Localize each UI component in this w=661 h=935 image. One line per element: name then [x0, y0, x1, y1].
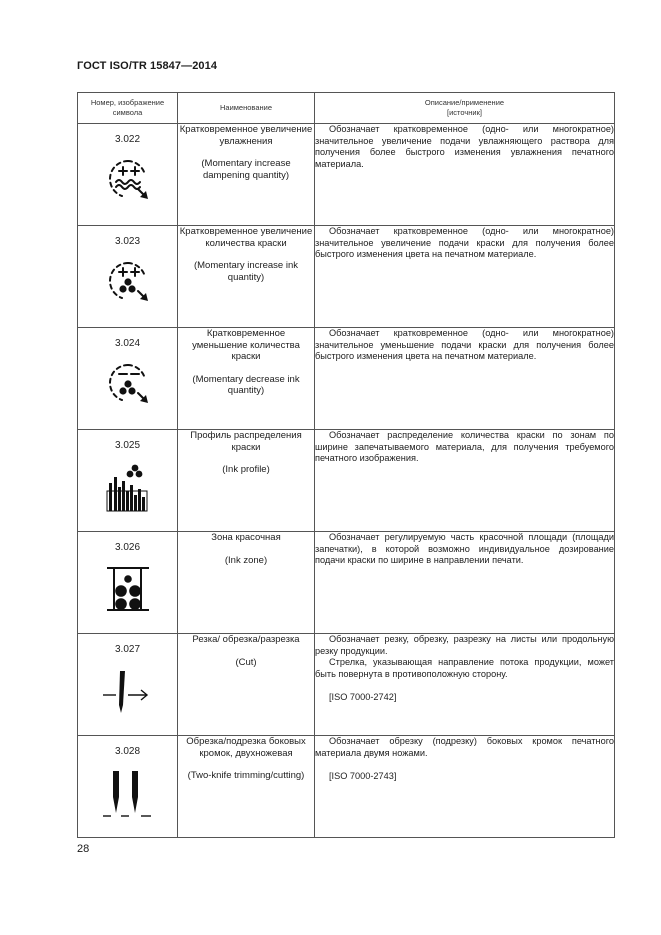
col-header-description-main: Описание/применение [424, 98, 505, 107]
col-header-name: Наименование [178, 93, 315, 124]
table-row [78, 328, 615, 430]
momentary-decrease-ink-icon [100, 359, 156, 409]
name-cell [178, 430, 315, 532]
symbol-number: 3.025 [114, 440, 141, 451]
description-text: Обозначает кратковременное (одно- или многократное) значительное увеличение подачи краски для получения более быстрого изменения цвета на печатном материале. [315, 226, 614, 259]
symbol-number: 3.027 [114, 644, 141, 655]
source-reference: [ISO 7000-2743] [329, 771, 397, 781]
name-ru: Резка/ обрезка/разрезка [192, 634, 300, 645]
name-cell [178, 328, 315, 430]
table-header-row [78, 93, 615, 124]
description-cell [315, 430, 615, 532]
name-en: (Ink profile) [222, 464, 270, 475]
page-number: 28 [77, 843, 90, 855]
ink-profile-icon [100, 461, 156, 513]
name-cell [178, 634, 315, 736]
symbols-table [77, 92, 615, 838]
col-header-description [315, 93, 615, 124]
description-cell [315, 226, 615, 328]
name-en: (Momentary decrease ink quantity) [192, 373, 300, 396]
col-header-description-source: [источник] [447, 108, 482, 117]
description-text: Обозначает кратковременное (одно- или многократное) значительное уменьшение подачи краски для получения более быстрого изменения цвета на печатном материале. [315, 328, 614, 361]
name-cell [178, 124, 315, 226]
table-row [78, 124, 615, 226]
cut-icon [98, 665, 158, 717]
ink-zone-icon [100, 563, 156, 615]
symbol-number: 3.023 [114, 236, 141, 247]
description-cell [315, 736, 615, 838]
name-en: (Two-knife trimming/cutting) [187, 770, 305, 781]
description-text: Обозначает обрезку (подрезку) боковых кромок печатного материала двумя ножами. [315, 736, 614, 758]
description-cell [315, 124, 615, 226]
symbol-cell [78, 124, 178, 226]
name-cell [178, 736, 315, 838]
name-en: (Ink zone) [224, 554, 268, 566]
table-row [78, 532, 615, 634]
name-ru: Кратковременное уменьшение количества краски [192, 328, 300, 362]
momentary-increase-ink-icon [100, 257, 156, 307]
symbol-number: 3.026 [114, 542, 141, 553]
name-en: (Momentary increase dampening quantity) [201, 158, 291, 181]
name-en: (Cut) [235, 656, 257, 668]
symbol-cell [78, 736, 178, 838]
table-row [78, 430, 615, 532]
description-cell [315, 634, 615, 736]
description-text: Обозначает резку, обрезку, разрезку на листы или продольную резку продукции. [315, 634, 614, 656]
two-knife-trimming-icon [98, 767, 158, 823]
name-ru: Профиль распределения краски [190, 430, 302, 453]
description-text-note: Стрелка, указывающая направление потока продукции, может быть повернута в противоположную сторону. [315, 657, 614, 679]
table-row [78, 226, 615, 328]
symbol-cell [78, 430, 178, 532]
description-text: Обозначает регулируемую часть красочной площади (площади запечатки), в которой возможно индивидуальное дозирование подачи краски по ширине в направлении печати. [315, 532, 614, 565]
description-text: Обозначает распределение количества краски по зонам по ширине запечатываемого материала, для получения требуемого печатного изображения. [315, 430, 614, 463]
name-ru: Обрезка/подрезка боковых кромок, двухножевая [186, 736, 306, 759]
source-reference: [ISO 7000-2742] [329, 692, 397, 702]
name-cell [178, 226, 315, 328]
name-cell [178, 532, 315, 634]
symbol-cell [78, 328, 178, 430]
symbol-number: 3.022 [114, 134, 141, 145]
description-cell [315, 532, 615, 634]
symbol-number: 3.028 [114, 746, 141, 757]
name-ru: Зона красочная [211, 532, 281, 543]
symbol-cell [78, 634, 178, 736]
name-en: (Momentary increase ink quantity) [193, 260, 298, 283]
description-cell [315, 328, 615, 430]
document-header: ГОСТ ISO/TR 15847—2014 [77, 60, 218, 72]
description-text: Обозначает кратковременное (одно- или многократное) значительное увеличение подачи увлажняющего раствора для получения более быстрого изменения увлажнения печатного материала. [315, 124, 614, 169]
name-ru: Кратковременное увеличение увлажнения [179, 124, 313, 147]
symbol-cell [78, 532, 178, 634]
table-row [78, 634, 615, 736]
symbol-cell [78, 226, 178, 328]
table-row [78, 736, 615, 838]
name-ru: Кратковременное увеличение количества краски [179, 226, 313, 249]
symbol-number: 3.024 [114, 338, 141, 349]
momentary-increase-dampening-icon [100, 155, 156, 205]
col-header-number: Номер, изображение символа [78, 93, 178, 124]
